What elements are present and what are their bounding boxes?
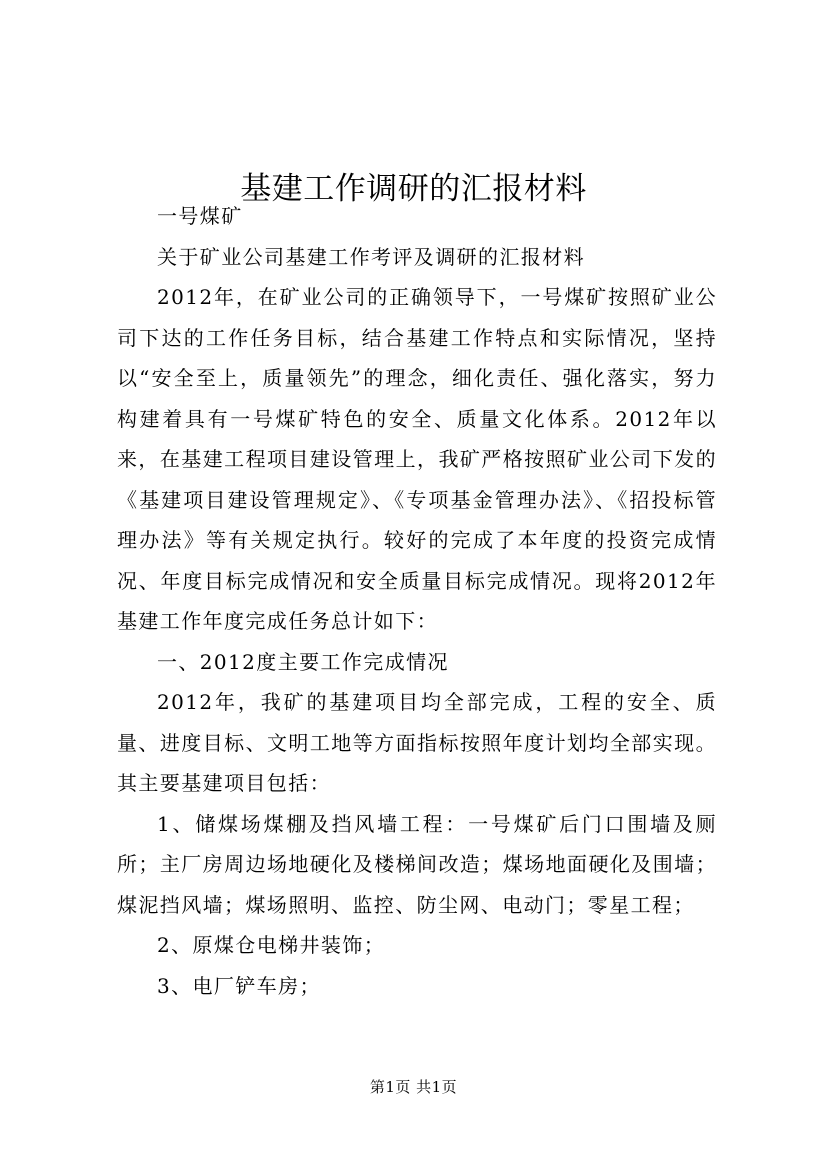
paragraph-org: 一号煤矿 xyxy=(157,204,243,228)
paragraph-intro: 2012年，在矿业公司的正确领导下，一号煤矿按照矿业公司下达的工作任务目标，结合基建工作特点和实际情况，坚持以“安全至上，质量领先”的理念，细化责任、强化落实，努力构建着具有一号煤矿特色的安全、质量文化体系。2012年以来，在基建工程项目建设管理上，我矿严格按照矿业公司下发的《基建项目建设管理规定》、《专项基金管理办法》、《招投标管理办法》等有关规定执行。较好的完成了本年度的投资完成情况、年度目标完成情况和安全质量目标完成情况。现将2012年基建工作年度完成任务总计如下： xyxy=(117,285,717,633)
paragraph-summary: 2012年，我矿的基建项目均全部完成，工程的安全、质量、进度目标、文明工地等方面指标按照年度计划均全部实现。其主要基建项目包括： xyxy=(117,690,717,795)
paragraph-subtitle: 关于矿业公司基建工作考评及调研的汇报材料 xyxy=(157,244,585,269)
page-footer: 第1页 共1页 xyxy=(369,1078,458,1096)
document-title: 基建工作调研的汇报材料 xyxy=(240,170,587,207)
paragraph-section-heading: 一、2012度主要工作完成情况 xyxy=(157,649,449,674)
paragraph-item-3: 3、电厂铲车房； xyxy=(157,973,321,998)
document-body xyxy=(117,196,717,1006)
paragraph-item-2: 2、原煤仓电梯井装饰； xyxy=(157,933,386,957)
paragraph-item-1: 1、储煤场煤棚及挡风墙工程：一号煤矿后门口围墙及厕所；主厂房周边场地硬化及楼梯间改造；煤场地面硬化及围墙；煤泥挡风墙；煤场照明、监控、防尘网、电动门；零星工程； xyxy=(117,811,717,917)
